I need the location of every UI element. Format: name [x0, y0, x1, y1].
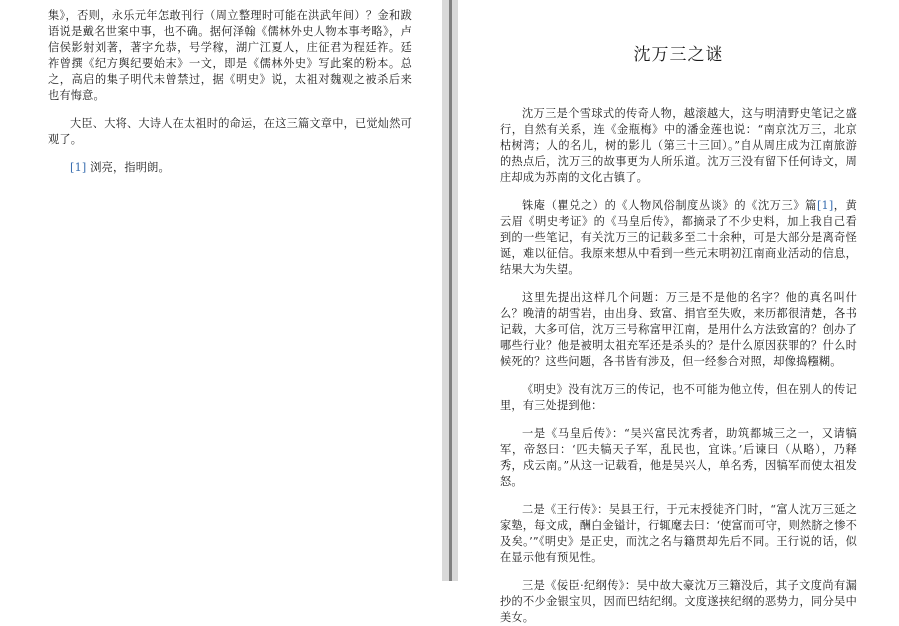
paragraph: 一是《马皇后传》：“吴兴富民沈秀者，助筑都城三之一，又请犒军，帝怒曰：‘匹夫犒天子军，乱民也，宜诛。’后谏曰（从略），乃释秀，戍云南。”从这一记载看，他是吴兴人，单名秀，因犒军而使太祖发怒。 — [500, 427, 857, 488]
paragraph — [500, 198, 857, 278]
paragraph: 沈万三是个雪球式的传奇人物，越滚越大，这与明清野史笔记之盛行，自然有关系，连《金瓶梅》中的潘金莲也说：“南京沈万三，北京枯树湾；人的名儿，树的影儿（第三十三回）。”自从周庄成为江南旅游的热点后，沈万三的故事更为人所乐道。沈万三没有留下任何诗文，周庄却成为苏南的文化古镇了。 — [500, 107, 857, 184]
paragraph: 三是《佞臣·纪纲传》：吴中故大豪沈万三籍没后，其子文度尚有漏抄的不少金银宝贝，因而巴结纪纲。文度遂挟纪纲的恶势力，同分吴中美女。 — [500, 579, 857, 624]
paragraph: 大臣、大将、大诗人在太祖时的命运，在这三篇文章中，已觉灿然可观了。 — [48, 117, 412, 146]
footnote — [70, 160, 412, 176]
footnote-marker[interactable]: [1] — [70, 161, 87, 174]
left-page — [0, 0, 442, 581]
footnote-link[interactable]: [1] — [816, 199, 834, 212]
page-divider — [449, 0, 452, 581]
paragraph: 二是《王行传》：吴县王行，于元末授徒齐门时，“富人沈万三延之家塾，每文成，酬白金镒计，行辄麾去曰：‘使富而可守，则然脐之惨不及矣。’”《明史》是正史，而沈之名与籍贯却先后不同。王行说的话，似在显示他有预见性。 — [500, 503, 857, 564]
paragraph-text: 铢庵（瞿兑之）的《人物风俗制度丛谈》的《沈万三》篇 — [522, 199, 817, 212]
chapter-title: 沈万三之谜 — [633, 45, 724, 65]
footnote-text: 浏亮，指明朗。 — [86, 161, 170, 174]
paragraph: 集》，否则，永乐元年怎敢刊行（周立整理时可能在洪武年间）？金和跋语说是戴名世案中事，也不确。据何泽翰《儒林外史人物本事考略》，卢信侯影射刘著，著字允恭，号学稼，湖广江夏人，庄征君为程廷祚。廷祚曾撰《纪方舆纪要始末》一文，即是《儒林外史》写此案的粉本。总之，高启的集子明代未曾禁过，据《明史》说，太祖对魏观之被杀后来也有悔意。 — [48, 9, 412, 102]
paragraph: 《明史》没有沈万三的传记，也不可能为他立传，但在别人的传记里，有三处提到他： — [500, 383, 857, 412]
paragraph-text: ，黄云眉《明史考证》的《马皇后传》，都摘录了不少史料，加上我自己看到的一些笔记，有关沈万三的记载多至二十余种，可是大部分是离奇怪诞，难以征信。我原来想从中看到一些元末明初江南商业活动的信息，结果大为失望。 — [500, 199, 857, 276]
right-page — [458, 0, 899, 624]
paragraph: 这里先提出这样几个问题：万三是不是他的名字？他的真名叫什么？晚清的胡雪岩，由出身、致富、捐官至失败，来历都很清楚，各书记载，大多可信，沈万三号称富甲江南，是用什么方法致富的？创办了哪些行业？他是被明太祖充军还是杀头的？是什么原因获罪的？什么时候死的？这些问题，各书皆有涉及，但一经参合对照，却像捣糨糊。 — [500, 291, 857, 368]
